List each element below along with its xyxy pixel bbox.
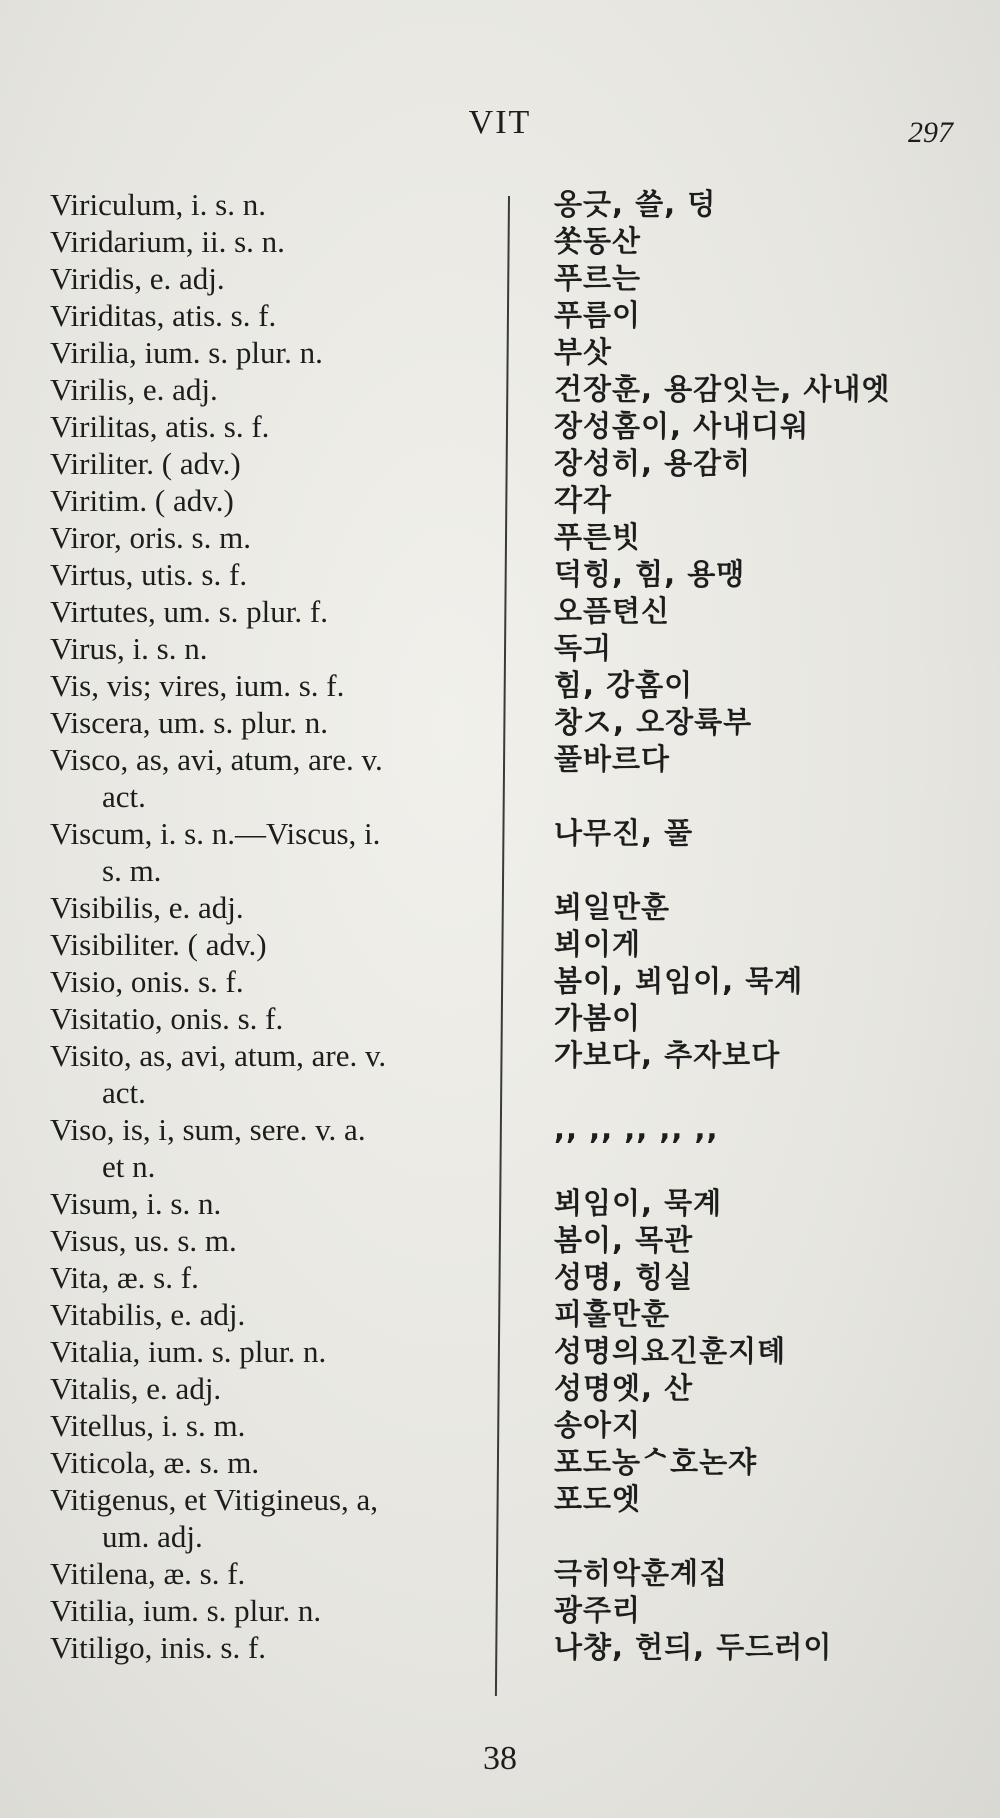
korean-definition: 부삿 — [554, 335, 613, 369]
dictionary-entry — [50, 408, 990, 445]
latin-headword-text: Viridis, e. adj. — [50, 261, 225, 296]
korean-definition: 장성히, 용감히 — [554, 446, 752, 480]
korean-definition: 광주리 — [554, 1593, 642, 1627]
latin-headword — [50, 889, 520, 926]
latin-headword-text: Visibilis, e. adj. — [50, 890, 244, 925]
latin-headword — [50, 704, 520, 741]
korean-definition: 나챵, 헌듸, 두드러이 — [554, 1630, 833, 1664]
latin-headword-continuation: s. m. — [102, 853, 162, 888]
dictionary-entry — [50, 186, 990, 223]
korean-definition: 피훌만훈 — [554, 1297, 671, 1331]
korean-definition: 뵈이게 — [554, 927, 642, 961]
korean-definition: 포도엣 — [554, 1482, 642, 1516]
latin-headword — [50, 334, 520, 371]
dictionary-entry — [50, 630, 990, 667]
latin-headword-continuation: um. adj. — [102, 1519, 203, 1554]
latin-headword — [50, 482, 520, 519]
latin-headword-text: Vitalis, e. adj. — [50, 1371, 222, 1406]
latin-headword-text: Virilis, e. adj. — [50, 372, 218, 407]
latin-headword-text: Viscum, i. s. n.—Viscus, i. — [50, 816, 381, 851]
korean-definition: 창ス, 오장륙부 — [554, 705, 753, 739]
latin-headword-text: Vita, æ. s. f. — [50, 1260, 199, 1295]
latin-headword-continuation: act. — [102, 1075, 146, 1110]
latin-headword — [50, 1370, 520, 1407]
latin-headword-text: Vitabilis, e. adj. — [50, 1297, 246, 1332]
dictionary-entry — [50, 445, 990, 482]
korean-definition: 쏫동산 — [554, 224, 642, 258]
latin-headword — [50, 371, 520, 408]
dictionary-entry — [50, 1111, 990, 1185]
latin-headword — [50, 556, 520, 593]
latin-headword-text: Viriditas, atis. s. f. — [50, 298, 277, 333]
latin-headword — [50, 1111, 520, 1185]
korean-definition: 가보다, 추자보다 — [554, 1038, 781, 1072]
latin-headword — [50, 926, 520, 963]
korean-definition: 풀바르다 — [554, 742, 671, 776]
latin-headword — [50, 593, 520, 630]
latin-headword-continuation: et n. — [102, 1149, 156, 1184]
latin-headword — [50, 1629, 520, 1666]
dictionary-entry — [50, 593, 990, 630]
latin-headword-text: Vitalia, ium. s. plur. n. — [50, 1334, 327, 1369]
latin-headword-text: Virus, i. s. n. — [50, 631, 208, 666]
latin-headword — [50, 1481, 520, 1555]
latin-headword — [50, 1222, 520, 1259]
latin-headword-text: Visus, us. s. m. — [50, 1223, 237, 1258]
latin-headword — [50, 1185, 520, 1222]
dictionary-entry — [50, 1037, 990, 1111]
korean-definition: 오픔텬신 — [554, 594, 671, 628]
latin-headword — [50, 1037, 520, 1111]
dictionary-entry — [50, 926, 990, 963]
korean-definition: ,, ,, ,, ,, ,, — [554, 1112, 719, 1146]
korean-definition: 힘, 강홈이 — [554, 668, 694, 702]
dictionary-entry — [50, 260, 990, 297]
dictionary-entry — [50, 741, 990, 815]
latin-headword — [50, 963, 520, 1000]
korean-definition: 덕힝, 힘, 용맹 — [554, 557, 746, 591]
latin-headword-text: Vis, vis; vires, ium. s. f. — [50, 668, 345, 703]
latin-headword — [50, 630, 520, 667]
korean-definition: 독긔 — [554, 631, 613, 665]
latin-headword-text: Visibiliter. ( adv.) — [50, 927, 267, 962]
korean-definition: 옹긋, 쓸, 덩 — [554, 187, 717, 221]
latin-headword — [50, 186, 520, 223]
latin-headword — [50, 1000, 520, 1037]
latin-headword-text: Viridarium, ii. s. n. — [50, 224, 285, 259]
latin-headword-text: Viriliter. ( adv.) — [50, 446, 241, 481]
latin-headword — [50, 519, 520, 556]
latin-headword — [50, 1555, 520, 1592]
latin-headword-text: Viticola, æ. s. m. — [50, 1445, 260, 1480]
signature-mark: 38 — [483, 1740, 517, 1777]
dictionary-entry — [50, 1481, 990, 1555]
dictionary-entry — [50, 1629, 990, 1666]
dictionary-entry — [50, 1222, 990, 1259]
entry-list — [50, 186, 990, 1666]
latin-headword — [50, 1259, 520, 1296]
latin-headword — [50, 1592, 520, 1629]
korean-definition: 푸른빗 — [554, 520, 642, 554]
latin-headword — [50, 815, 520, 889]
latin-headword-text: Visum, i. s. n. — [50, 1186, 222, 1221]
latin-headword — [50, 445, 520, 482]
latin-headword-text: Virtus, utis. s. f. — [50, 557, 248, 592]
korean-definition: 가봄이 — [554, 1001, 642, 1035]
dictionary-entry — [50, 963, 990, 1000]
korean-definition: 성명의요긴훈지톄 — [554, 1334, 787, 1368]
dictionary-entry — [50, 1296, 990, 1333]
korean-definition: 각각 — [554, 483, 613, 517]
dictionary-entry — [50, 889, 990, 926]
latin-headword — [50, 1333, 520, 1370]
latin-headword-text: Virtutes, um. s. plur. f. — [50, 594, 328, 629]
page-number: 297 — [908, 116, 953, 149]
latin-headword-text: Viror, oris. s. m. — [50, 520, 251, 555]
latin-headword-text: Viriculum, i. s. n. — [50, 187, 266, 222]
latin-headword — [50, 297, 520, 334]
latin-headword — [50, 223, 520, 260]
dictionary-entry — [50, 1333, 990, 1370]
latin-headword — [50, 1407, 520, 1444]
korean-definition: 송아지 — [554, 1408, 642, 1442]
latin-headword-text: Viscera, um. s. plur. n. — [50, 705, 328, 740]
latin-headword — [50, 741, 520, 815]
latin-headword — [50, 1444, 520, 1481]
korean-definition: 건장훈, 용감잇는, 사내엣 — [554, 372, 891, 406]
latin-headword-text: Visio, onis. s. f. — [50, 964, 244, 999]
latin-headword-text: Viritim. ( adv.) — [50, 483, 234, 518]
latin-headword-text: Vitigenus, et Vitigineus, a, — [50, 1482, 379, 1517]
dictionary-entry — [50, 1444, 990, 1481]
korean-definition: 뵈일만훈 — [554, 890, 671, 924]
korean-definition: 봄이, 목관 — [554, 1223, 694, 1257]
dictionary-entry — [50, 1185, 990, 1222]
dictionary-entry — [50, 815, 990, 889]
latin-headword — [50, 1296, 520, 1333]
dictionary-entry — [50, 297, 990, 334]
korean-definition: 푸름이 — [554, 298, 642, 332]
korean-definition: 극히악훈계집 — [554, 1556, 729, 1590]
latin-headword-text: Virilia, ium. s. plur. n. — [50, 335, 323, 370]
dictionary-entry — [50, 704, 990, 741]
dictionary-entry — [50, 223, 990, 260]
dictionary-entry — [50, 371, 990, 408]
dictionary-entry — [50, 1407, 990, 1444]
dictionary-entry — [50, 556, 990, 593]
korean-definition: 포도농ᄉ호논쟈 — [554, 1445, 758, 1479]
korean-definition: 뵈임이, 묵계 — [554, 1186, 723, 1220]
latin-headword-text: Vitellus, i. s. m. — [50, 1408, 246, 1443]
latin-headword-text: Vitiligo, inis. s. f. — [50, 1630, 267, 1665]
dictionary-entry — [50, 482, 990, 519]
latin-headword-text: Viso, is, i, sum, sere. v. a. — [50, 1112, 366, 1147]
korean-definition: 성명엣, 산 — [554, 1371, 694, 1405]
dictionary-entry — [50, 334, 990, 371]
dictionary-entry — [50, 1259, 990, 1296]
latin-headword-text: Visitatio, onis. s. f. — [50, 1001, 284, 1036]
latin-headword — [50, 260, 520, 297]
latin-headword-text: Virilitas, atis. s. f. — [50, 409, 270, 444]
page-header-title: VIT — [468, 104, 532, 141]
dictionary-entry — [50, 1370, 990, 1407]
korean-definition: 나무진, 풀 — [554, 816, 694, 850]
korean-definition: 장성홈이, 사내디워 — [554, 409, 810, 443]
latin-headword-text: Vitilia, ium. s. plur. n. — [50, 1593, 322, 1628]
korean-definition: 봄이, 뵈임이, 묵계 — [554, 964, 804, 998]
dictionary-entry — [50, 1000, 990, 1037]
latin-headword-text: Visco, as, avi, atum, are. v. — [50, 742, 383, 777]
dictionary-entry — [50, 667, 990, 704]
korean-definition: 푸르는 — [554, 261, 642, 295]
korean-definition: 성명, 힝실 — [554, 1260, 694, 1294]
latin-headword-continuation: act. — [102, 779, 146, 814]
dictionary-entry — [50, 519, 990, 556]
latin-headword — [50, 667, 520, 704]
dictionary-entry — [50, 1592, 990, 1629]
latin-headword-text: Vitilena, æ. s. f. — [50, 1556, 246, 1591]
latin-headword — [50, 408, 520, 445]
dictionary-entry — [50, 1555, 990, 1592]
latin-headword-text: Visito, as, avi, atum, are. v. — [50, 1038, 387, 1073]
